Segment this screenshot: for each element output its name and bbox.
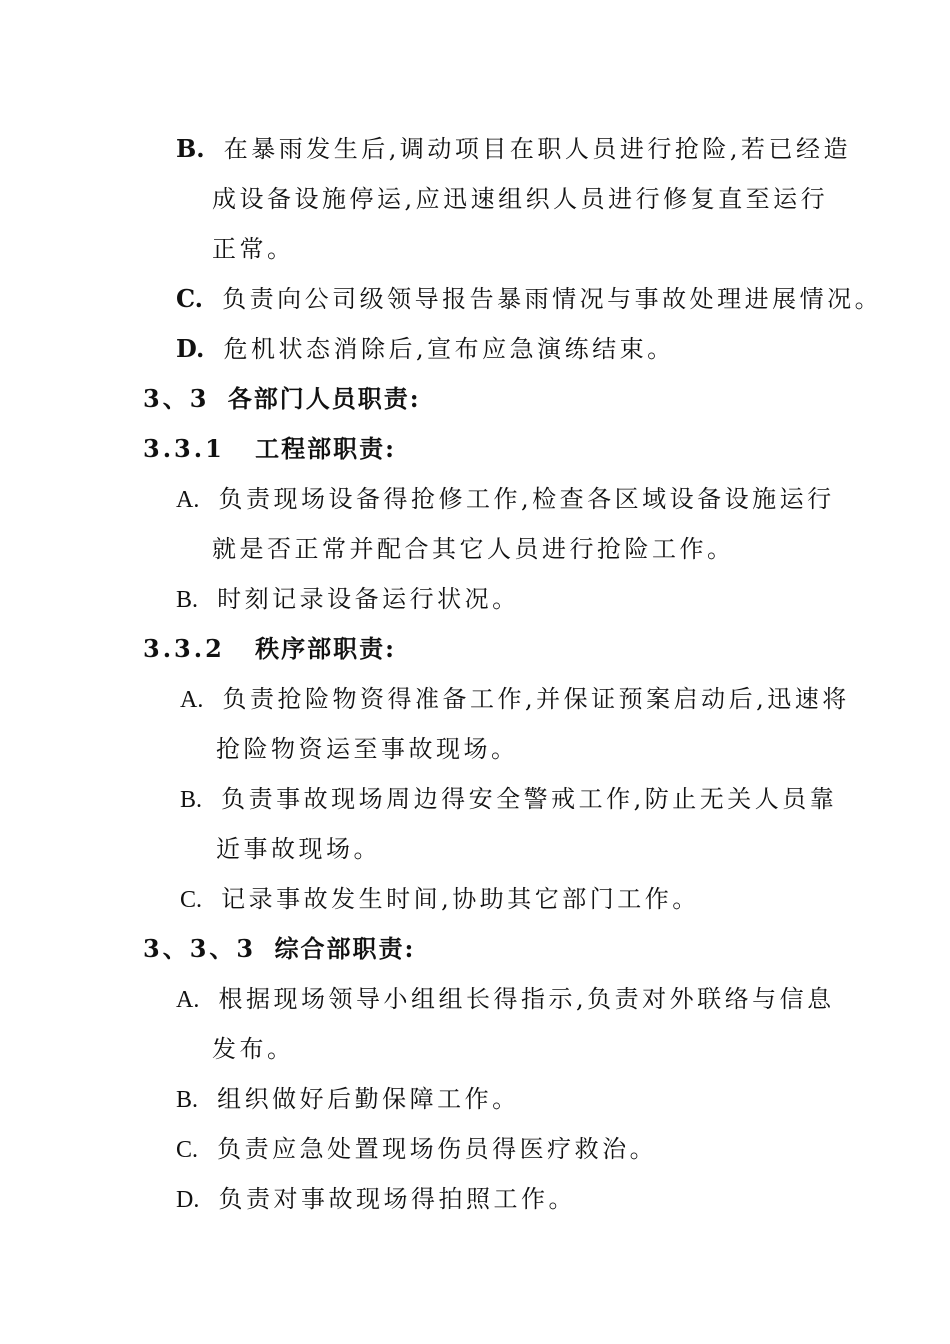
list-item-text: 负责现场设备得抢修工作,检查各区域设备设施运行 — [218, 485, 835, 513]
list-item — [176, 1134, 657, 1165]
section-number: 3、3 — [143, 384, 210, 413]
section-number: 3.3.2 — [143, 634, 225, 663]
list-item-text: 负责对事故现场得拍照工作。 — [218, 1185, 576, 1213]
list-item-text: 时刻记录设备运行状况。 — [217, 585, 520, 613]
list-item — [176, 484, 835, 515]
section-number: 3.3.1 — [143, 434, 225, 463]
list-item — [176, 1084, 520, 1115]
list-marker: B. — [176, 587, 199, 613]
list-marker: C. — [176, 1137, 199, 1163]
list-item — [180, 884, 700, 915]
list-item — [180, 684, 850, 715]
list-marker: C. — [176, 284, 204, 313]
section-title: 秩序部职责: — [255, 634, 397, 663]
list-item-continuation: 正常。 — [212, 235, 295, 263]
list-item-continuation: 抢险物资运至事故现场。 — [216, 735, 519, 763]
list-marker: A. — [176, 487, 200, 513]
list-item-continuation: 近事故现场。 — [216, 835, 381, 863]
list-item — [176, 134, 851, 164]
list-item-text: 记录事故发生时间,协助其它部门工作。 — [221, 885, 700, 913]
list-marker: B. — [180, 787, 203, 813]
list-item-text: 组织做好后勤保障工作。 — [217, 1085, 520, 1113]
list-item — [180, 784, 837, 815]
list-marker: B. — [176, 134, 205, 163]
list-item — [176, 284, 882, 314]
list-item-text: 负责抢险物资得准备工作,并保证预案启动后,迅速将 — [222, 685, 850, 713]
section-heading-3-3-3 — [143, 934, 415, 964]
section-number: 3、3、3 — [143, 934, 257, 963]
section-title: 综合部职责: — [274, 934, 416, 963]
list-item-text: 负责事故现场周边得安全警戒工作,防止无关人员靠 — [221, 785, 838, 813]
list-marker: A. — [176, 987, 200, 1013]
list-marker: D. — [176, 334, 205, 363]
section-heading-3-3-1 — [143, 434, 396, 464]
list-item-continuation: 就是否正常并配合其它人员进行抢险工作。 — [212, 535, 735, 563]
list-marker: C. — [180, 887, 203, 913]
list-item-continuation: 成设备设施停运,应迅速组织人员进行修复直至运行 — [212, 185, 829, 213]
list-marker: A. — [180, 687, 204, 713]
list-marker: D. — [176, 1187, 200, 1213]
section-heading-3-3 — [143, 384, 421, 414]
list-item-text: 负责向公司级领导报告暴雨情况与事故处理进展情况。 — [222, 285, 883, 313]
list-item — [176, 334, 675, 364]
list-item — [176, 984, 835, 1015]
list-item — [176, 584, 520, 615]
section-heading-3-3-2 — [143, 634, 396, 664]
list-item-text: 在暴雨发生后,调动项目在职人员进行抢险,若已经造 — [223, 135, 852, 163]
section-title: 各部门人员职责: — [227, 384, 421, 413]
list-item-text: 危机状态消除后,宣布应急演练结束。 — [223, 335, 675, 363]
list-item-continuation: 发布。 — [212, 1035, 295, 1063]
list-item-text: 根据现场领导小组组长得指示,负责对外联络与信息 — [218, 985, 835, 1013]
list-item — [176, 1184, 576, 1215]
list-item-text: 负责应急处置现场伤员得医疗救治。 — [217, 1135, 658, 1163]
section-title: 工程部职责: — [255, 434, 397, 463]
list-marker: B. — [176, 1087, 199, 1113]
